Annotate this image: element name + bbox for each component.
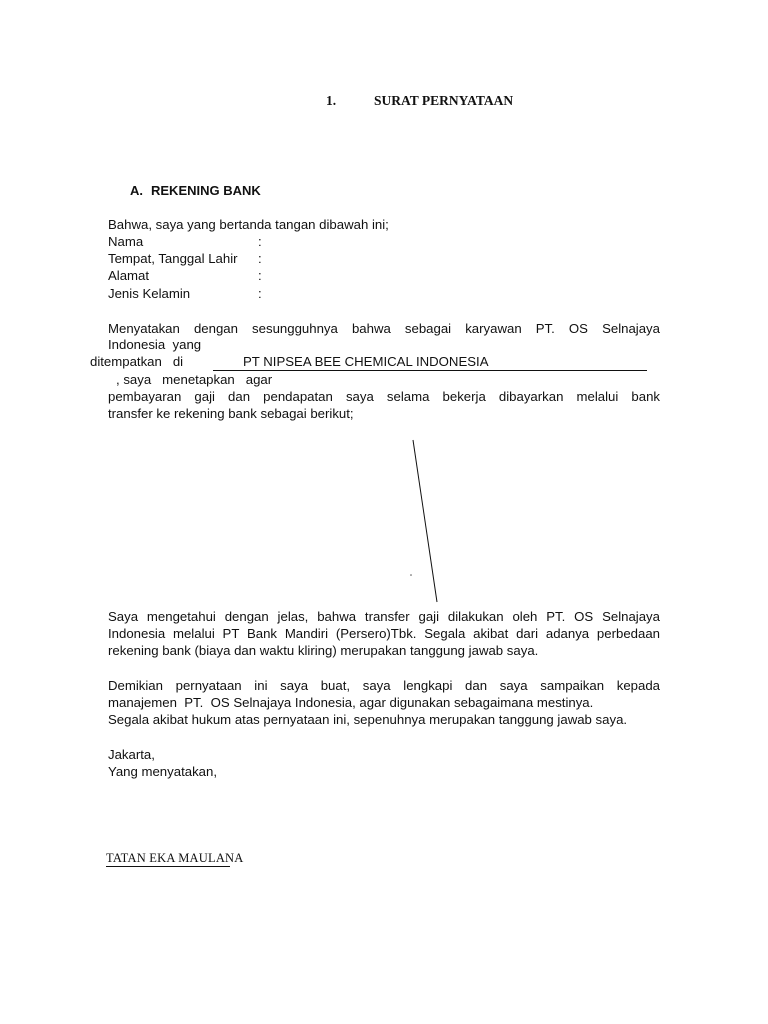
signer-label: Yang menyatakan, bbox=[108, 764, 217, 779]
field-colon-ttl: : bbox=[258, 251, 262, 266]
statement-line-6: transfer ke rekening bank sebagai berikut; bbox=[108, 406, 354, 421]
knowledge-line-3: rekening bank (biaya dan waktu kliring) merupakan tanggung jawab saya. bbox=[108, 643, 539, 658]
field-colon-nama: : bbox=[258, 234, 262, 249]
section-text: REKENING BANK bbox=[151, 183, 261, 198]
blank-stroke-mark bbox=[400, 430, 460, 610]
closing-line-3: Segala akibat hukum atas pernyataan ini, sepenuhnya merupakan tanggung jawab saya. bbox=[108, 712, 628, 727]
title-text: SURAT PERNYATAAN bbox=[374, 93, 514, 108]
field-label-ttl: Tempat, Tanggal Lahir bbox=[108, 251, 238, 266]
field-colon-alamat: : bbox=[258, 268, 262, 283]
statement-line-4: , saya menetapkan agar bbox=[116, 372, 273, 387]
statement-line-1: Menyatakan dengan sesungguhnya bahwa sebagai karyawan PT. OS Selnajaya bbox=[108, 321, 660, 336]
field-label-nama: Nama bbox=[108, 234, 144, 249]
title-number: 1. bbox=[326, 93, 337, 108]
closing-line-1: Demikian pernyataan ini saya buat, saya lengkapi dan saya sampaikan kepada bbox=[108, 678, 660, 693]
page-title bbox=[326, 92, 513, 109]
signer-name: TATAN EKA MAULANA bbox=[106, 851, 244, 865]
statement-line-2: Indonesia yang bbox=[108, 337, 202, 352]
placed-value-field bbox=[213, 353, 647, 371]
placed-value: PT NIPSEA BEE CHEMICAL INDONESIA bbox=[243, 354, 489, 369]
diagonal-stroke bbox=[413, 440, 437, 602]
closing-line-2: manajemen PT. OS Selnajaya Indonesia, agar digunakan sebagaimana mestinya. bbox=[108, 695, 594, 710]
field-label-jenis-kelamin: Jenis Kelamin bbox=[108, 286, 191, 301]
intro-text: Bahwa, saya yang bertanda tangan dibawah ini; bbox=[108, 217, 389, 232]
knowledge-line-1: Saya mengetahui dengan jelas, bahwa transfer gaji dilakukan oleh PT. OS Selnajaya bbox=[108, 609, 660, 624]
place-text: Jakarta, bbox=[108, 747, 155, 762]
knowledge-line-2: Indonesia melalui PT Bank Mandiri (Persero)Tbk. Segala akibat dari adanya perbedaan bbox=[108, 626, 660, 641]
placed-label: ditempatkan di bbox=[90, 354, 184, 369]
section-letter: A. bbox=[130, 183, 143, 198]
signature-underline bbox=[106, 866, 230, 867]
statement-line-5: pembayaran gaji dan pendapatan saya selama bekerja dibayarkan melalui bank bbox=[108, 389, 660, 404]
section-heading bbox=[130, 182, 261, 199]
field-label-alamat: Alamat bbox=[108, 268, 150, 283]
field-colon-jenis-kelamin: : bbox=[258, 286, 262, 301]
stray-dot bbox=[410, 574, 412, 576]
